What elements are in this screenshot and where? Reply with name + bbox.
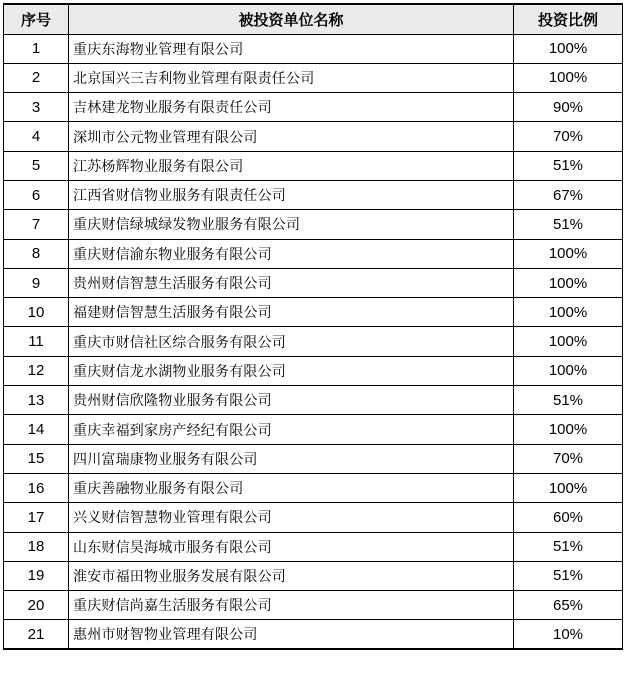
investee-table xyxy=(3,3,623,650)
table-row xyxy=(4,415,623,444)
row-index: 7 xyxy=(4,210,69,239)
row-investment-ratio: 70% xyxy=(514,122,623,151)
row-company-name: 重庆东海物业管理有限公司 xyxy=(69,34,514,63)
table-header-row xyxy=(4,4,623,34)
row-index: 9 xyxy=(4,268,69,297)
row-company-name: 重庆财信尚嘉生活服务有限公司 xyxy=(69,591,514,620)
row-index: 13 xyxy=(4,386,69,415)
row-company-name: 重庆市财信社区综合服务有限公司 xyxy=(69,327,514,356)
row-company-name: 深圳市公元物业管理有限公司 xyxy=(69,122,514,151)
row-investment-ratio: 51% xyxy=(514,532,623,561)
table-row xyxy=(4,122,623,151)
table-row xyxy=(4,210,623,239)
row-company-name: 重庆幸福到家房产经纪有限公司 xyxy=(69,415,514,444)
table-row xyxy=(4,327,623,356)
table-row xyxy=(4,386,623,415)
table-row xyxy=(4,239,623,268)
table-row xyxy=(4,591,623,620)
row-company-name: 四川富瑞康物业服务有限公司 xyxy=(69,444,514,473)
table-row xyxy=(4,532,623,561)
row-index: 18 xyxy=(4,532,69,561)
row-index: 3 xyxy=(4,93,69,122)
table-row xyxy=(4,620,623,649)
row-index: 20 xyxy=(4,591,69,620)
row-index: 4 xyxy=(4,122,69,151)
row-investment-ratio: 70% xyxy=(514,444,623,473)
row-company-name: 山东财信昊海城市服务有限公司 xyxy=(69,532,514,561)
row-investment-ratio: 65% xyxy=(514,591,623,620)
row-company-name: 重庆善融物业服务有限公司 xyxy=(69,473,514,502)
row-investment-ratio: 90% xyxy=(514,93,623,122)
table-row xyxy=(4,93,623,122)
row-investment-ratio: 60% xyxy=(514,503,623,532)
row-index: 8 xyxy=(4,239,69,268)
row-company-name: 福建财信智慧生活服务有限公司 xyxy=(69,298,514,327)
row-index: 21 xyxy=(4,620,69,649)
row-index: 6 xyxy=(4,180,69,209)
table-row xyxy=(4,503,623,532)
table-row xyxy=(4,268,623,297)
table-row xyxy=(4,298,623,327)
row-investment-ratio: 10% xyxy=(514,620,623,649)
table-row xyxy=(4,180,623,209)
row-investment-ratio: 100% xyxy=(514,268,623,297)
row-investment-ratio: 51% xyxy=(514,386,623,415)
row-investment-ratio: 100% xyxy=(514,298,623,327)
row-index: 15 xyxy=(4,444,69,473)
row-investment-ratio: 67% xyxy=(514,180,623,209)
row-company-name: 吉林建龙物业服务有限责任公司 xyxy=(69,93,514,122)
row-index: 17 xyxy=(4,503,69,532)
row-investment-ratio: 100% xyxy=(514,239,623,268)
row-company-name: 江西省财信物业服务有限责任公司 xyxy=(69,180,514,209)
header-company-name: 被投资单位名称 xyxy=(69,4,514,34)
row-investment-ratio: 51% xyxy=(514,151,623,180)
table-body xyxy=(4,34,623,649)
table-row xyxy=(4,63,623,92)
header-ratio: 投资比例 xyxy=(514,4,623,34)
row-investment-ratio: 100% xyxy=(514,63,623,92)
header-index: 序号 xyxy=(4,4,69,34)
row-index: 16 xyxy=(4,473,69,502)
row-index: 1 xyxy=(4,34,69,63)
row-company-name: 重庆财信绿城绿发物业服务有限公司 xyxy=(69,210,514,239)
row-investment-ratio: 100% xyxy=(514,356,623,385)
table-row xyxy=(4,473,623,502)
row-index: 19 xyxy=(4,561,69,590)
row-index: 5 xyxy=(4,151,69,180)
table-row xyxy=(4,444,623,473)
row-investment-ratio: 100% xyxy=(514,34,623,63)
row-company-name: 重庆财信渝东物业服务有限公司 xyxy=(69,239,514,268)
row-index: 12 xyxy=(4,356,69,385)
row-investment-ratio: 100% xyxy=(514,327,623,356)
row-index: 10 xyxy=(4,298,69,327)
row-company-name: 重庆财信龙水湖物业服务有限公司 xyxy=(69,356,514,385)
table-row xyxy=(4,34,623,63)
row-investment-ratio: 51% xyxy=(514,210,623,239)
row-investment-ratio: 100% xyxy=(514,473,623,502)
table-row xyxy=(4,151,623,180)
row-company-name: 兴义财信智慧物业管理有限公司 xyxy=(69,503,514,532)
row-index: 2 xyxy=(4,63,69,92)
row-index: 14 xyxy=(4,415,69,444)
row-index: 11 xyxy=(4,327,69,356)
table-row xyxy=(4,356,623,385)
row-investment-ratio: 51% xyxy=(514,561,623,590)
row-company-name: 淮安市福田物业服务发展有限公司 xyxy=(69,561,514,590)
row-company-name: 贵州财信智慧生活服务有限公司 xyxy=(69,268,514,297)
row-investment-ratio: 100% xyxy=(514,415,623,444)
row-company-name: 惠州市财智物业管理有限公司 xyxy=(69,620,514,649)
row-company-name: 北京国兴三吉利物业管理有限责任公司 xyxy=(69,63,514,92)
row-company-name: 江苏杨辉物业服务有限公司 xyxy=(69,151,514,180)
row-company-name: 贵州财信欣隆物业服务有限公司 xyxy=(69,386,514,415)
table-row xyxy=(4,561,623,590)
